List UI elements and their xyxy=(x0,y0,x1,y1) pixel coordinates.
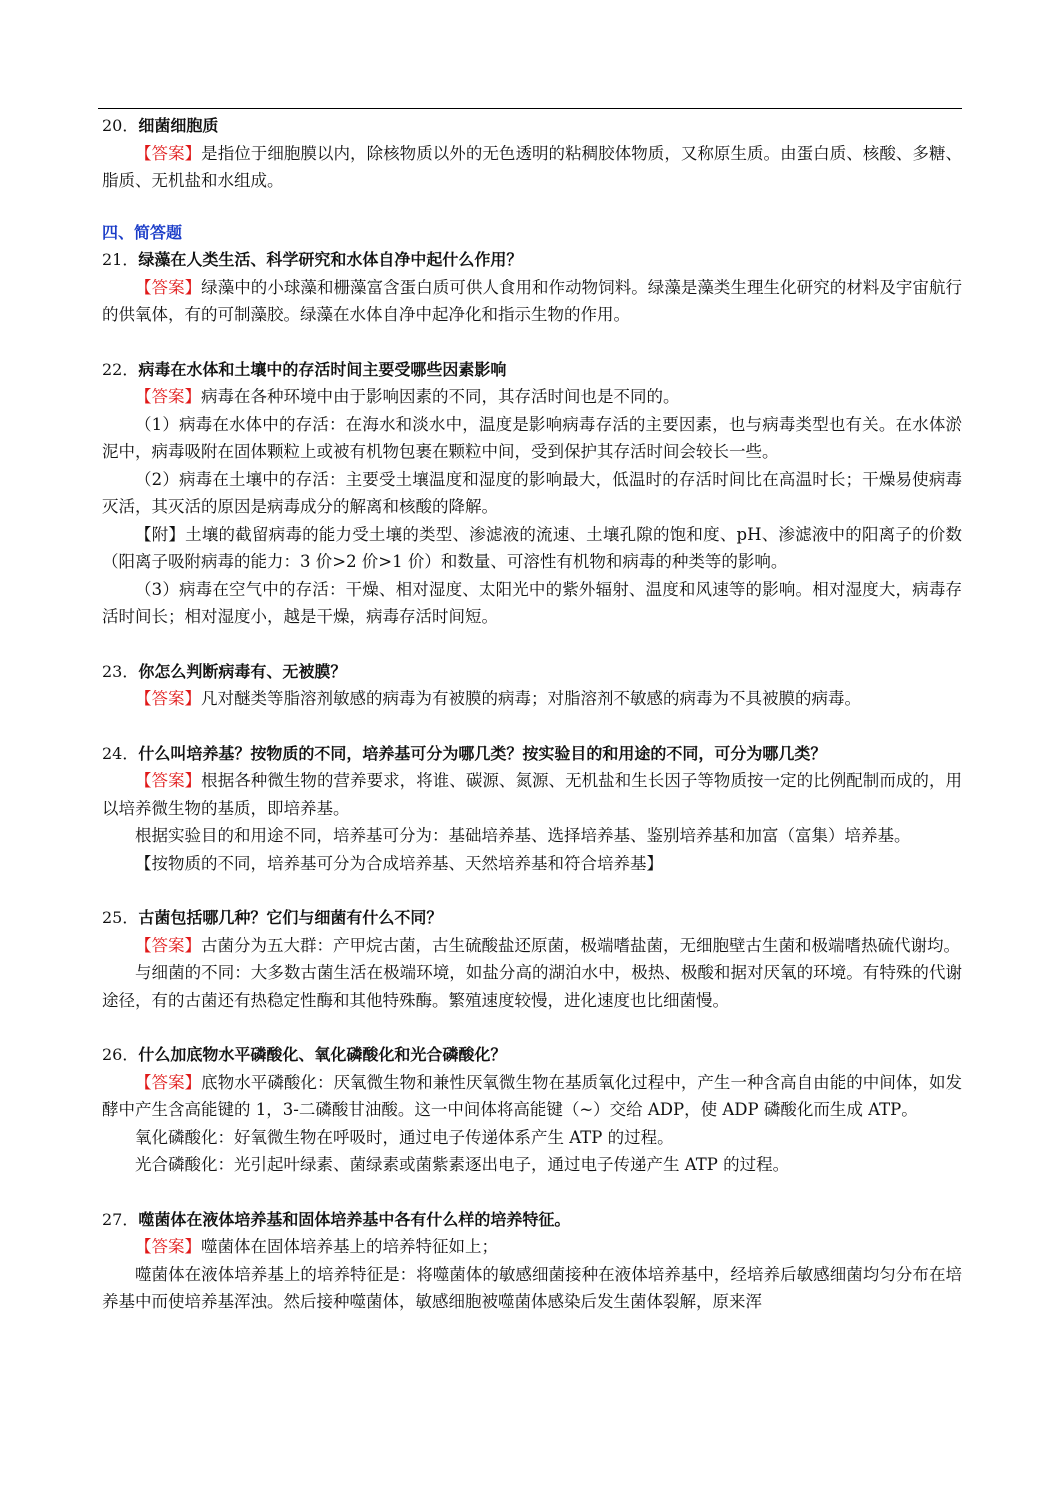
answer-23: 【答案】凡对醚类等脂溶剂敏感的病毒为有被膜的病毒；对脂溶剂不敏感的病毒为不具被膜的病毒。 xyxy=(135,689,861,708)
section-heading: 四、简答题 xyxy=(102,222,183,242)
header-rule xyxy=(98,108,962,109)
answer-22-p1: （1）病毒在水体中的存活：在海水和淡水中，温度是影响病毒存活的主要因素，也与病毒类型也有关。在水体淤泥中，病毒吸附在固体颗粒上或被有机物包裹在颗粒中间，受到保护其存活时间会较长一些。 xyxy=(102,414,962,461)
answer-26-p2: 光合磷酸化：光引起叶绿素、菌绿素或菌紫素逐出电子，通过电子传递产生 ATP 的过程。 xyxy=(135,1155,790,1174)
content xyxy=(102,112,962,1316)
question-27: 27．噬菌体在液体培养基和固体培养基中各有什么样的培养特征。 xyxy=(102,1209,571,1229)
question-22: 22．病毒在水体和土壤中的存活时间主要受哪些因素影响 xyxy=(102,359,507,379)
question-24: 24．什么叫培养基？按物质的不同，培养基可分为哪几类？按实验目的和用途的不同，可分为哪几类？ xyxy=(102,743,827,763)
question-21: 21．绿藻在人类生活、科学研究和水体自净中起什么作用？ xyxy=(102,250,523,269)
answer-22-p3: 【附】土壤的截留病毒的能力受土壤的类型、渗滤液的流速、土壤孔隙的饱和度、pH、渗滤液中的阳离子的价数（阳离子吸附病毒的能力：3 价>2 价>1 价）和数量、可溶性有机物和病毒的种类等的影响。 xyxy=(102,524,962,571)
answer-20: 【答案】是指位于细胞膜以内，除核物质以外的无色透明的粘稠胶体物质，又称原生质。由蛋白质、核酸、多糖、脂质、无机盐和水组成。 xyxy=(102,143,963,190)
answer-27: 【答案】噬菌体在固体培养基上的培养特征如上； xyxy=(135,1237,498,1256)
answer-26: 【答案】底物水平磷酸化：厌氧微生物和兼性厌氧微生物在基质氧化过程中，产生一种含高自由能的中间体，如发酵中产生含高能键的 1，3-二磷酸甘油酸。这一中间体将高能键（~）交给 ADP，使 ADP 磷酸化而生成 ATP。 xyxy=(102,1072,963,1119)
answer-27-p1: 噬菌体在液体培养基上的培养特征是：将噬菌体的敏感细菌接种在液体培养基中，经培养后敏感细菌均匀分布在培养基中而使培养基浑浊。然后接种噬菌体，敏感细胞被噬菌体感染后发生菌体裂解，原来浑 xyxy=(102,1264,962,1311)
question-20: 20．细菌细胞质 xyxy=(102,116,219,135)
answer-25-p1: 与细菌的不同：大多数古菌生活在极端环境，如盐分高的湖泊水中，极热、极酸和据对厌氧的环境。有特殊的代谢途径，有的古菌还有热稳定性酶和其他特殊酶。繁殖速度较慢，进化速度也比细菌慢。 xyxy=(102,963,962,1010)
question-26: 26．什么加底物水平磷酸化、氧化磷酸化和光合磷酸化？ xyxy=(102,1045,507,1064)
question-25: 25．古菌包括哪几种？它们与细菌有什么不同？ xyxy=(102,908,443,927)
question-23: 23．你怎么判断病毒有、无被膜？ xyxy=(102,661,347,681)
answer-21: 【答案】绿藻中的小球藻和栅藻富含蛋白质可供人食用和作动物饲料。绿藻是藻类生理生化研究的材料及宇宙航行的供氧体，有的可制藻胶。绿藻在水体自净中起净化和指示生物的作用。 xyxy=(102,277,963,324)
answer-22: 【答案】病毒在各种环境中由于影响因素的不同，其存活时间也是不同的。 xyxy=(135,387,680,406)
answer-22-p4: （3）病毒在空气中的存活：干燥、相对湿度、太阳光中的紫外辐射、温度和风速等的影响。相对湿度大，病毒存活时间长；相对湿度小，越是干燥，病毒存活时间短。 xyxy=(102,579,962,626)
answer-26-p1: 氧化磷酸化：好氧微生物在呼吸时，通过电子传递体系产生 ATP 的过程。 xyxy=(135,1127,674,1147)
answer-24-p2: 【按物质的不同，培养基可分为合成培养基、天然培养基和符合培养基】 xyxy=(135,853,663,873)
answer-22-p2: （2）病毒在土壤中的存活：主要受土壤温度和湿度的影响最大，低温时的存活时间比在高温时长；干燥易使病毒灭活，其灭活的原因是病毒成分的解离和核酸的降解。 xyxy=(102,469,962,516)
answer-25: 【答案】古菌分为五大群：产甲烷古菌，古生硫酸盐还原菌，极端嗜盐菌，无细胞壁古生菌和极端嗜热硫代谢均。 xyxy=(135,935,960,955)
answer-24: 【答案】根据各种微生物的营养要求，将谁、碳源、氮源、无机盐和生长因子等物质按一定的比例配制而成的，用以培养微生物的基质，即培养基。 xyxy=(102,771,963,818)
answer-24-p1: 根据实验目的和用途不同，培养基可分为：基础培养基、选择培养基、鉴别培养基和加富（富集）培养基。 xyxy=(135,826,911,845)
